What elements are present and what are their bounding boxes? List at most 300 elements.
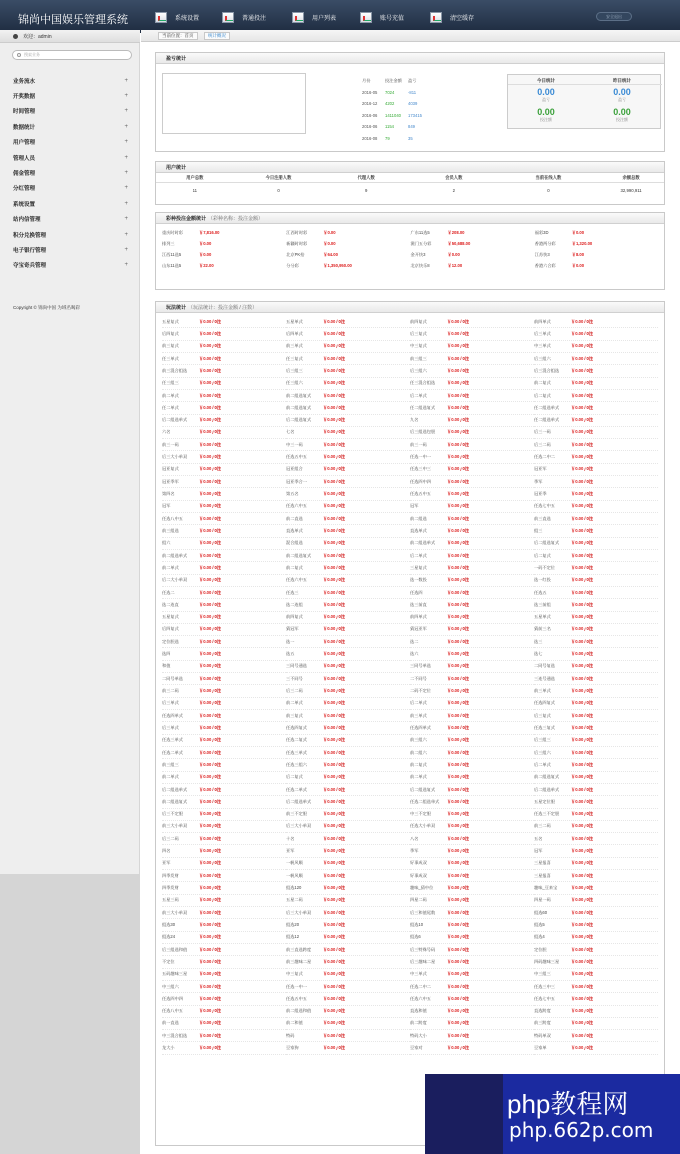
play-item: [534, 956, 658, 968]
nav-normal-bet[interactable]: 普通投注: [222, 10, 266, 24]
play-name: 直选单式: [286, 527, 303, 533]
play-name: 直选跨度: [534, 1008, 551, 1014]
play-item: [286, 882, 410, 894]
sidebar-item-label: 数据统计: [13, 124, 36, 131]
play-sep: /: [584, 331, 586, 337]
play-sep: /: [336, 737, 338, 743]
yesterday-title: 昨日统计: [613, 78, 631, 83]
play-sep: /: [460, 491, 462, 497]
play-name: 中三不定胆: [410, 811, 431, 817]
play-amount: ￥0.00: [571, 712, 584, 718]
play-item: [286, 772, 410, 784]
breadcrumb-current[interactable]: 统计概况: [204, 32, 230, 40]
play-name: 五星复式: [162, 318, 179, 324]
play-item: [162, 599, 286, 611]
lottery-item: [411, 227, 535, 238]
play-item: [410, 451, 534, 463]
play-item: [534, 451, 658, 463]
play-sep: /: [460, 590, 462, 596]
play-amount: ￥0.00: [571, 392, 584, 398]
table-cell: 79: [385, 135, 390, 141]
play-count: 0注: [214, 909, 222, 915]
play-item: [286, 353, 410, 365]
play-name: 前四单式: [410, 614, 427, 620]
nav-user-list[interactable]: 用户列表: [292, 10, 336, 24]
play-name: 任选二复式: [286, 737, 307, 743]
play-name: 五星单式: [286, 318, 303, 324]
play-amount: ￥0.00: [447, 724, 460, 730]
play-amount: ￥0.00: [571, 1032, 584, 1038]
play-amount: ￥0.00: [323, 897, 336, 903]
play-name: 组选120: [286, 885, 302, 891]
play-name: 前三大小单双: [162, 909, 188, 915]
play-count: 0注: [338, 503, 346, 509]
play-item: [162, 476, 286, 488]
play-amount: ￥0.00: [447, 798, 460, 804]
play-sep: /: [336, 540, 338, 546]
play-sep: /: [584, 368, 586, 374]
play-item: [410, 550, 534, 562]
play-count: 0注: [462, 429, 470, 435]
play-sep: /: [336, 1008, 338, 1014]
play-count: 0注: [586, 466, 594, 472]
sidebar-item[interactable]: [0, 104, 140, 119]
play-count: 0注: [338, 798, 346, 804]
play-amount: ￥0.00: [571, 909, 584, 915]
play-name: 后三大小单双: [286, 823, 312, 829]
play-name: 前三二码: [162, 688, 179, 694]
sidebar-item-label: 系统设置: [13, 201, 36, 208]
play-amount: ￥0.00: [571, 614, 584, 620]
bet-icon: [222, 12, 234, 23]
play-sep: /: [584, 405, 586, 411]
play-count: 0注: [338, 688, 346, 694]
play-amount: ￥0.00: [571, 737, 584, 743]
play-sep: /: [584, 700, 586, 706]
play-sep: /: [212, 737, 214, 743]
play-count: 0注: [214, 971, 222, 977]
play-name: 九名: [410, 417, 419, 423]
play-item: [162, 932, 286, 944]
play-sep: /: [212, 442, 214, 448]
sidebar-item[interactable]: [0, 196, 140, 211]
play-count: 0注: [214, 835, 222, 841]
nav-system-settings[interactable]: 系统设置: [155, 10, 199, 24]
play-sep: /: [460, 873, 462, 879]
safe-exit-button[interactable]: 安全退出: [596, 12, 632, 21]
play-item: [410, 956, 534, 968]
play-sep: /: [336, 823, 338, 829]
play-count: 0注: [338, 663, 346, 669]
play-count: 0注: [214, 1008, 222, 1014]
play-name: 前四单式: [534, 318, 551, 324]
play-name: 前二直选: [286, 515, 303, 521]
play-sep: /: [212, 540, 214, 546]
play-amount: ￥0.00: [571, 527, 584, 533]
play-item: [286, 427, 410, 439]
play-name: 后三组六: [534, 749, 551, 755]
play-sep: /: [460, 405, 462, 411]
yesterday-profit: 0.00: [613, 87, 631, 97]
sidebar-item[interactable]: [0, 119, 140, 134]
play-item: [534, 501, 658, 513]
play-sep: /: [584, 503, 586, 509]
play-count: 0注: [586, 995, 594, 1001]
table-cell: 2016-12: [362, 101, 378, 107]
sidebar-item-label: 站内信管理: [13, 217, 41, 224]
play-count: 0注: [586, 343, 594, 349]
play-name: 后三和值尾数: [410, 909, 436, 915]
play-amount: ￥0.00: [571, 983, 584, 989]
yesterday-bet-label: 投注额: [616, 117, 628, 122]
play-amount: ￥0.00: [199, 355, 212, 361]
play-item: [162, 328, 286, 340]
play-name: 五码趣味三星: [162, 971, 188, 977]
play-sep: /: [584, 565, 586, 571]
play-name: 冠亚季: [534, 491, 547, 497]
play-sep: /: [584, 614, 586, 620]
play-amount: ￥0.00: [199, 478, 212, 484]
table-row: [362, 133, 431, 145]
play-sep: /: [584, 319, 586, 325]
play-name: 三同号单选: [410, 663, 431, 669]
play-count: 0注: [214, 601, 222, 607]
play-count: 0注: [462, 552, 470, 558]
lottery-name: 新疆时时彩: [286, 240, 308, 246]
play-name: 三同号通选: [286, 663, 307, 669]
play-item: [410, 513, 534, 525]
table-header: [362, 75, 431, 87]
play-item: [162, 562, 286, 574]
play-amount: ￥0.00: [199, 1032, 212, 1038]
play-sep: /: [336, 971, 338, 977]
play-item: [534, 525, 658, 537]
today-bet: 0.00: [537, 107, 555, 117]
play-amount: ￥0.00: [199, 848, 212, 854]
play-count: 0注: [214, 958, 222, 964]
play-name: 前三组三: [162, 761, 179, 767]
play-name: 中三组三: [534, 971, 551, 977]
play-count: 0注: [338, 811, 346, 817]
play-sep: /: [336, 380, 338, 386]
play-item: [162, 587, 286, 599]
play-count: 0注: [214, 749, 222, 755]
play-sep: /: [460, 429, 462, 435]
play-item: [534, 513, 658, 525]
play-count: 0注: [462, 995, 470, 1001]
play-amount: ￥0.00: [199, 515, 212, 521]
play-sep: /: [584, 947, 586, 953]
expand-icon: +: [124, 170, 128, 177]
play-name: 后二复式: [534, 552, 551, 558]
play-amount: ￥0.00: [447, 429, 460, 435]
play-name: 前二复式: [410, 761, 427, 767]
play-count: 0注: [214, 712, 222, 718]
expand-icon: +: [124, 246, 128, 253]
expand-icon: +: [124, 185, 128, 192]
play-item: [534, 870, 658, 882]
play-sep: /: [460, 836, 462, 842]
play-name: 选三前组: [534, 601, 551, 607]
play-name: 组三: [534, 527, 543, 533]
play-item: [410, 1030, 534, 1042]
play-sep: /: [584, 1008, 586, 1014]
play-item: [410, 612, 534, 624]
play-item: [162, 747, 286, 759]
table-row: [362, 98, 431, 110]
play-item: [286, 538, 410, 550]
play-name: 后三组六: [410, 367, 427, 373]
play-name: 后二复式: [534, 392, 551, 398]
play-count: 0注: [214, 392, 222, 398]
play-name: 任三复式: [286, 355, 303, 361]
play-item: [534, 427, 658, 439]
play-sep: /: [212, 774, 214, 780]
play-count: 0注: [462, 835, 470, 841]
nav-clear-cache[interactable]: 清空缓存: [430, 10, 474, 24]
play-amount: ￥0.00: [199, 712, 212, 718]
play-amount: ￥0.00: [199, 700, 212, 706]
play-count: 0注: [462, 626, 470, 632]
breadcrumb-home[interactable]: 当前位置：首页: [158, 32, 198, 40]
sidebar-item[interactable]: [0, 227, 140, 242]
play-name: 前二组选复式: [534, 774, 560, 780]
lottery-name: 福彩3D: [534, 229, 549, 235]
play-name: 任二组选单式: [534, 404, 560, 410]
play-name: 后二大小单双: [162, 577, 188, 583]
play-item: [534, 612, 658, 624]
sidebar-search-input[interactable]: 搜索业务: [12, 50, 132, 60]
play-sep: /: [336, 1033, 338, 1039]
play-item: [162, 698, 286, 710]
table-cell: 4202: [385, 101, 395, 107]
play-amount: ￥0.00: [447, 343, 460, 349]
play-amount: ￥0.00: [447, 527, 460, 533]
play-count: 0注: [586, 417, 594, 423]
play-amount: ￥0.00: [447, 404, 460, 410]
lottery-name: 山东11选5: [162, 262, 182, 268]
play-amount: ￥0.00: [323, 552, 336, 558]
sidebar-item[interactable]: [0, 73, 140, 88]
play-item: [162, 550, 286, 562]
play-count: 0注: [214, 946, 222, 952]
sidebar-item[interactable]: [0, 242, 140, 257]
play-amount: ￥0.00: [323, 835, 336, 841]
play-item: [162, 993, 286, 1005]
play-count: 0注: [586, 971, 594, 977]
play-item: [286, 612, 410, 624]
play-sep: /: [212, 614, 214, 620]
play-name: 后三二码: [286, 688, 303, 694]
play-sep: /: [336, 799, 338, 805]
play-count: 0注: [586, 589, 594, 595]
play-sep: /: [212, 959, 214, 965]
play-count: 0注: [338, 1032, 346, 1038]
play-sep: /: [584, 553, 586, 559]
play-amount: ￥0.00: [323, 343, 336, 349]
play-sep: /: [584, 417, 586, 423]
play-count: 0注: [338, 909, 346, 915]
play-name: 前二单式: [162, 564, 179, 570]
play-amount: ￥0.00: [447, 1032, 460, 1038]
play-count: 0注: [462, 909, 470, 915]
play-name: 四星二码: [410, 897, 427, 903]
play-amount: ￥0.00: [571, 724, 584, 730]
play-item: [286, 402, 410, 414]
play-sep: /: [460, 479, 462, 485]
play-amount: ￥0.00: [323, 995, 336, 1001]
play-count: 0注: [462, 786, 470, 792]
play-amount: ￥0.00: [323, 564, 336, 570]
play-amount: ￥0.00: [199, 663, 212, 669]
play-count: 0注: [214, 700, 222, 706]
play-count: 0注: [214, 380, 222, 386]
table-cell: 4039: [408, 101, 418, 107]
sidebar-item[interactable]: [0, 258, 140, 273]
play-count: 0注: [586, 848, 594, 854]
play-count: 0注: [462, 564, 470, 570]
play-sep: /: [460, 516, 462, 522]
sidebar-item[interactable]: [0, 181, 140, 196]
play-count: 0注: [338, 614, 346, 620]
play-name: 前二组选单式: [410, 540, 436, 546]
table-cell: 2016-05: [362, 89, 378, 95]
play-item: [410, 870, 534, 882]
play-name: 任选三不定胆: [534, 811, 560, 817]
sidebar-item[interactable]: [0, 212, 140, 227]
play-amount: ￥0.00: [447, 995, 460, 1001]
play-count: 0注: [462, 355, 470, 361]
profit-title: 盈亏统计: [156, 53, 664, 64]
column-header: 今日注册人数: [265, 174, 292, 180]
play-count: 0注: [586, 786, 594, 792]
play-name: 五星单式: [534, 614, 551, 620]
play-name: 任选四复式: [534, 700, 555, 706]
play-item: [534, 858, 658, 870]
play-sep: /: [212, 466, 214, 472]
play-item: [534, 895, 658, 907]
play-amount: ￥0.00: [447, 700, 460, 706]
play-amount: ￥0.00: [199, 380, 212, 386]
play-count: 0注: [586, 330, 594, 336]
play-item: [162, 501, 286, 513]
sidebar-item[interactable]: [0, 135, 140, 150]
play-name: 选一红投: [534, 577, 551, 583]
lottery-amount: ￥0.00: [199, 251, 212, 257]
play-amount: ￥0.00: [447, 1020, 460, 1026]
play-count: 0注: [338, 934, 346, 940]
play-sep: /: [336, 787, 338, 793]
play-amount: ￥0.00: [323, 761, 336, 767]
play-amount: ￥0.00: [323, 478, 336, 484]
play-count: 0注: [586, 983, 594, 989]
play-amount: ￥0.00: [199, 971, 212, 977]
play-item: [410, 1042, 534, 1054]
watermark-title: php教程网: [507, 1089, 629, 1119]
play-amount: ￥0.00: [571, 971, 584, 977]
play-amount: ￥0.00: [447, 367, 460, 373]
play-count: 0注: [338, 577, 346, 583]
stat-value: 2: [452, 187, 455, 193]
play-count: 0注: [338, 404, 346, 410]
play-count: 0注: [586, 712, 594, 718]
play-count: 0注: [338, 491, 346, 497]
play-item: [410, 328, 534, 340]
sidebar-item[interactable]: [0, 165, 140, 180]
play-item: [162, 882, 286, 894]
play-item: [410, 476, 534, 488]
play-count: 0注: [586, 614, 594, 620]
play-amount: ￥0.00: [323, 601, 336, 607]
play-sep: /: [460, 577, 462, 583]
play-count: 0注: [586, 675, 594, 681]
play-count: 0注: [338, 946, 346, 952]
play-amount: ￥0.00: [323, 392, 336, 398]
play-name: 后三复式: [534, 712, 551, 718]
play-amount: ￥0.00: [447, 589, 460, 595]
play-count: 0注: [586, 663, 594, 669]
sidebar-item[interactable]: [0, 150, 140, 165]
play-count: 0注: [338, 786, 346, 792]
play-item: [162, 710, 286, 722]
play-sep: /: [584, 897, 586, 903]
play-name: 后三特殊号码: [410, 946, 436, 952]
nav-recharge[interactable]: 账号充值: [360, 10, 404, 24]
play-item: [286, 673, 410, 685]
play-sep: /: [460, 934, 462, 940]
play-sep: /: [212, 971, 214, 977]
play-name: 特码: [286, 1032, 295, 1038]
play-count: 0注: [462, 946, 470, 952]
play-item: [534, 575, 658, 587]
play-item: [534, 809, 658, 821]
play-amount: ￥0.00: [447, 958, 460, 964]
play-sep: /: [336, 331, 338, 337]
play-sep: /: [460, 1033, 462, 1039]
sidebar-item[interactable]: [0, 88, 140, 103]
play-amount: ￥0.00: [571, 380, 584, 386]
play-count: 0注: [214, 589, 222, 595]
play-name: 后二组选单式: [162, 417, 188, 423]
play-name: 任选四单式: [410, 724, 431, 730]
play-amount: ￥0.00: [571, 786, 584, 792]
play-sep: /: [460, 466, 462, 472]
play-item: [534, 1018, 658, 1030]
play-item: [410, 415, 534, 427]
play-count: 0注: [214, 811, 222, 817]
play-amount: ￥0.00: [447, 712, 460, 718]
play-sep: /: [336, 393, 338, 399]
play-sep: /: [584, 725, 586, 731]
play-sep: /: [212, 577, 214, 583]
yesterday-bet: 0.00: [613, 107, 631, 117]
play-name: 直选和值: [410, 1008, 427, 1014]
play-amount: ￥0.00: [447, 380, 460, 386]
play-name: 任选五: [534, 589, 547, 595]
play-sep: /: [212, 479, 214, 485]
play-name: 三不同号: [286, 675, 303, 681]
play-name: 四季发财: [162, 872, 179, 878]
play-count: 0注: [214, 417, 222, 423]
play-count: 0注: [462, 392, 470, 398]
play-count: 0注: [462, 601, 470, 607]
play-item: [162, 1018, 286, 1030]
play-count: 0注: [462, 675, 470, 681]
today-title: 今日统计: [537, 78, 555, 83]
play-sep: /: [212, 405, 214, 411]
play-amount: ￥0.00: [447, 491, 460, 497]
play-sep: /: [212, 1045, 214, 1051]
